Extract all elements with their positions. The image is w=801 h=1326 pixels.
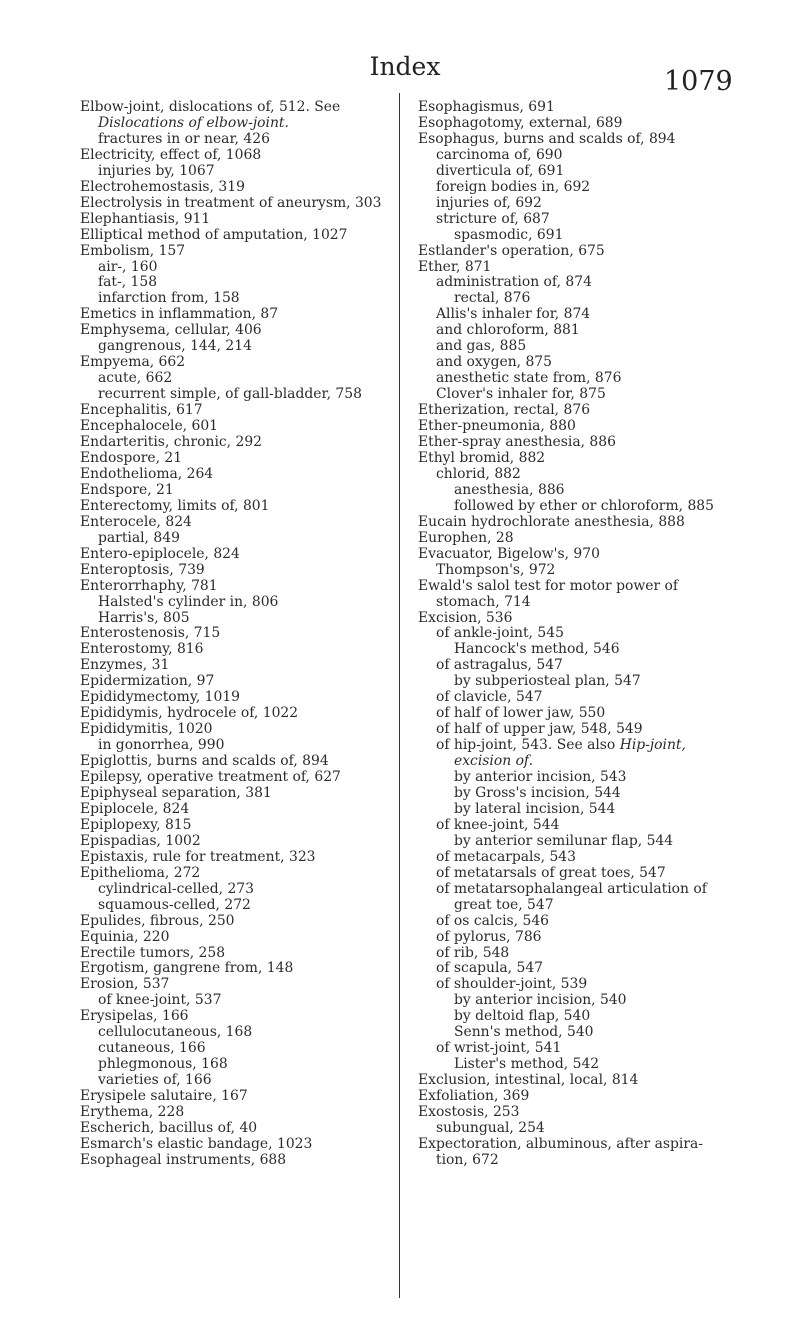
index-entry (418, 531, 746, 547)
index-subentry (80, 291, 390, 307)
entry-text: and chloroform, 881 (436, 322, 580, 339)
entry-text: by anterior incision, 540 (454, 992, 627, 1009)
entry-text: Erosion, 537 (80, 976, 170, 993)
entry-text: Estlander's operation, 675 (418, 242, 605, 259)
index-subentry (418, 674, 746, 690)
entry-text: injuries of, 692 (436, 194, 542, 211)
entry-text: Enterostomy, 816 (80, 641, 204, 658)
index-entry (80, 196, 390, 212)
entry-text: rectal, 876 (454, 290, 531, 307)
index-subentry (418, 882, 746, 898)
index-subentry (418, 291, 746, 307)
index-subentry (418, 914, 746, 930)
index-entry (418, 611, 746, 627)
index-subentry (418, 690, 746, 706)
index-subentry (418, 467, 746, 483)
entry-text: Epispadias, 1002 (80, 832, 201, 849)
entry-text: of wrist-joint, 541 (436, 1040, 562, 1057)
entry-text: Encephalitis, 617 (80, 402, 203, 419)
entry-text: stomach, 714 (436, 593, 531, 610)
entry-text: Epistaxis, rule for treatment, 323 (80, 848, 316, 865)
index-entry (80, 403, 390, 419)
entry-text: Enterostenosis, 715 (80, 625, 221, 642)
index-subentry (418, 212, 746, 228)
index-entry (80, 706, 390, 722)
entry-text: by Gross's incision, 544 (454, 784, 621, 801)
index-subentry (80, 882, 390, 898)
entry-text: Dislocations of elbow-joint. (98, 114, 289, 131)
column-divider (399, 93, 400, 1298)
entry-text: cutaneous, 166 (98, 1040, 206, 1057)
index-entry (80, 355, 390, 371)
entry-text: Excision, 536 (418, 609, 513, 626)
entry-text: of hip-joint, 543. See also (436, 737, 616, 754)
entry-text: Epiphyseal separation, 381 (80, 784, 272, 801)
entry-text: by subperiosteal plan, 547 (454, 673, 641, 690)
index-entry (80, 642, 390, 658)
index-subentry (80, 993, 390, 1009)
index-subentry (80, 611, 390, 627)
index-entry (80, 946, 390, 962)
index-entry (80, 212, 390, 228)
entry-text: of half of upper jaw, 548, 549 (436, 721, 643, 738)
entry-text: of ankle-joint, 545 (436, 625, 564, 642)
index-subentry (418, 802, 746, 818)
entry-text: of scapula, 547 (436, 960, 544, 977)
index-subentry (418, 499, 746, 515)
entry-text: Esophagus, burns and scalds of, 894 (418, 130, 676, 147)
entry-text: Elephantiasis, 911 (80, 210, 211, 227)
index-entry (80, 483, 390, 499)
index-entry (418, 515, 746, 531)
entry-text: by anterior semilunar flap, 544 (454, 832, 674, 849)
entry-text: Endothelioma, 264 (80, 465, 214, 482)
index-subentry (418, 850, 746, 866)
entry-text: Epididymectomy, 1019 (80, 689, 241, 706)
index-entry (418, 451, 746, 467)
index-entry (418, 132, 746, 148)
entry-text: Epiglottis, burns and scalds of, 894 (80, 753, 329, 770)
page-number: 1079 (664, 66, 733, 97)
index-entry (418, 403, 746, 419)
entry-text: Exclusion, intestinal, local, 814 (418, 1072, 639, 1089)
index-entry (418, 547, 746, 563)
entry-text: diverticula of, 691 (436, 162, 565, 179)
entry-text: Hancock's method, 546 (454, 641, 620, 658)
index-entry (80, 674, 390, 690)
index-subentry (418, 993, 746, 1009)
entry-text: and oxygen, 875 (436, 354, 552, 371)
index-subentry (418, 196, 746, 212)
index-entry (80, 1105, 390, 1121)
entry-text: by anterior incision, 543 (454, 769, 627, 786)
entry-text: Esophageal instruments, 688 (80, 1151, 287, 1168)
entry-text: Epidermization, 97 (80, 673, 215, 690)
entry-text: of half of lower jaw, 550 (436, 705, 606, 722)
index-subentry (418, 228, 746, 244)
entry-text: Entero-epiplocele, 824 (80, 545, 240, 562)
index-entry (80, 547, 390, 563)
entry-text: Erysipele salutaire, 167 (80, 1088, 248, 1105)
index-subentry (418, 1057, 746, 1073)
index-subentry (80, 275, 390, 291)
entry-text: squamous-celled, 272 (98, 896, 251, 913)
index-subentry (418, 946, 746, 962)
entry-text: Embolism, 157 (80, 242, 186, 259)
index-subentry (80, 132, 390, 148)
entry-text: followed by ether or chloroform, 885 (454, 497, 714, 514)
entry-text: Enteroptosis, 739 (80, 561, 205, 578)
index-entry (80, 690, 390, 706)
index-subentry (418, 754, 746, 770)
entry-text: Electricity, effect of, 1068 (80, 146, 262, 163)
entry-text: Epithelioma, 272 (80, 864, 201, 881)
index-entry (418, 244, 746, 260)
entry-text: Esophagotomy, external, 689 (418, 114, 623, 131)
entry-text: Harris's, 805 (98, 609, 190, 626)
index-subentry (80, 387, 390, 403)
entry-text: Enterocele, 824 (80, 513, 192, 530)
entry-text: administration of, 874 (436, 274, 592, 291)
index-subentry (418, 930, 746, 946)
index-subentry (80, 738, 390, 754)
index-entry (80, 228, 390, 244)
entry-text: cylindrical-celled, 273 (98, 880, 254, 897)
entry-text: and gas, 885 (436, 338, 527, 355)
entry-text: Electrolysis in treatment of aneurysm, 303 (80, 194, 382, 211)
entry-text: Emphysema, cellular, 406 (80, 322, 262, 339)
entry-text: Enterectomy, limits of, 801 (80, 497, 270, 514)
index-subentry (80, 595, 390, 611)
entry-text: Ether-pneumonia, 880 (418, 418, 576, 435)
entry-text: fractures in or near, 426 (98, 130, 270, 147)
entry-text: of clavicle, 547 (436, 689, 543, 706)
entry-text: Elbow-joint, dislocations of, 512. See (80, 99, 341, 115)
index-subentry (418, 275, 746, 291)
entry-text: air-, 160 (98, 258, 158, 275)
entry-text: Esophagismus, 691 (418, 99, 555, 115)
index-entry (80, 786, 390, 802)
index-entry (80, 914, 390, 930)
index-entry (80, 866, 390, 882)
index-subentry (418, 1025, 746, 1041)
index-subentry (80, 1057, 390, 1073)
entry-text: Exfoliation, 369 (418, 1088, 530, 1105)
index-entry (80, 818, 390, 834)
entry-text: Epiplopexy, 815 (80, 816, 192, 833)
index-entry (418, 435, 746, 451)
index-subentry (80, 898, 390, 914)
index-subentry (418, 642, 746, 658)
index-entry (80, 467, 390, 483)
index-subentry (418, 818, 746, 834)
entry-text: chlorid, 882 (436, 465, 521, 482)
index-entry (80, 658, 390, 674)
entry-text: Clover's inhaler for, 875 (436, 386, 606, 403)
entry-text: cellulocutaneous, 168 (98, 1024, 253, 1041)
index-subentry (418, 961, 746, 977)
entry-text: Enterorrhaphy, 781 (80, 577, 218, 594)
index-entry (418, 100, 746, 116)
index-subentry (80, 1025, 390, 1041)
index-entry (80, 961, 390, 977)
entry-text: Thompson's, 972 (436, 561, 556, 578)
index-entry (80, 1153, 390, 1169)
entry-text: Epididymis, hydrocele of, 1022 (80, 705, 299, 722)
index-entry (80, 244, 390, 260)
entry-text: of metatarsals of great toes, 547 (436, 864, 666, 881)
entry-text: Erysipelas, 166 (80, 1008, 189, 1025)
index-entry (80, 802, 390, 818)
entry-text: in gonorrhea, 990 (98, 737, 225, 754)
entry-text: of metacarpals, 543 (436, 848, 576, 865)
entry-text: of knee-joint, 537 (98, 992, 222, 1009)
entry-text: Electrohemostasis, 319 (80, 178, 245, 195)
index-entry (80, 626, 390, 642)
entry-text: Senn's method, 540 (454, 1024, 594, 1041)
entry-text: subungual, 254 (436, 1120, 545, 1136)
entry-text: Emetics in inflammation, 87 (80, 306, 279, 323)
entry-text: of rib, 548 (436, 944, 510, 961)
entry-text: Etherization, rectal, 876 (418, 402, 591, 419)
entry-text: of os calcis, 546 (436, 912, 550, 929)
entry-text: acute, 662 (98, 370, 173, 387)
index-subentry (418, 180, 746, 196)
index-entry (80, 1137, 390, 1153)
index-subentry (80, 116, 390, 132)
entry-text: spasmodic, 691 (454, 226, 564, 243)
entry-text: infarction from, 158 (98, 290, 240, 307)
index-subentry (80, 531, 390, 547)
index-subentry (418, 595, 746, 611)
index-entry (80, 850, 390, 866)
entry-text: foreign bodies in, 692 (436, 178, 591, 195)
index-entry (80, 180, 390, 196)
entry-text: Endspore, 21 (80, 481, 174, 498)
entry-text: Erectile tumors, 258 (80, 944, 226, 961)
index-subentry (80, 1073, 390, 1089)
index-subentry (418, 1041, 746, 1057)
index-entry (80, 1121, 390, 1137)
entry-text: Europhen, 28 (418, 529, 514, 546)
index-entry (80, 1089, 390, 1105)
index-subentry (418, 1153, 746, 1169)
index-subentry (418, 355, 746, 371)
entry-text: Lister's method, 542 (454, 1056, 600, 1073)
index-entry (80, 307, 390, 323)
entry-text: Empyema, 662 (80, 354, 186, 371)
entry-text: Epididymitis, 1020 (80, 721, 213, 738)
index-entry (418, 579, 746, 595)
entry-text: Epiplocele, 824 (80, 800, 190, 817)
index-entry (80, 515, 390, 531)
index-subentry (418, 658, 746, 674)
entry-text: Ether, 871 (418, 258, 492, 275)
index-subentry (418, 164, 746, 180)
index-subentry (418, 738, 746, 754)
entry-text: Expectoration, albuminous, after aspira- (418, 1135, 703, 1152)
entry-text: by lateral incision, 544 (454, 800, 616, 817)
index-subentry (418, 323, 746, 339)
index-subentry (418, 563, 746, 579)
index-entry (80, 754, 390, 770)
index-subentry (418, 148, 746, 164)
index-entry (418, 116, 746, 132)
entry-text: Ethyl bromid, 882 (418, 449, 546, 466)
index-entry (418, 1137, 746, 1153)
index-entry (80, 1009, 390, 1025)
entry-text: anesthesia, 886 (454, 481, 565, 498)
index-subentry (418, 722, 746, 738)
index-subentry (80, 1041, 390, 1057)
index-entry (80, 100, 390, 116)
entry-text: Ether-spray anesthesia, 886 (418, 434, 616, 451)
entry-text: Exostosis, 253 (418, 1104, 520, 1121)
index-subentry (418, 834, 746, 850)
index-column-left (80, 100, 390, 1169)
index-subentry (80, 339, 390, 355)
index-column-right (418, 100, 746, 1169)
index-entry (80, 435, 390, 451)
index-entry (418, 1105, 746, 1121)
index-subentry (418, 898, 746, 914)
entry-text: Endospore, 21 (80, 449, 183, 466)
entry-text: of metatarsophalangeal articulation of (436, 880, 707, 897)
index-subentry (418, 339, 746, 355)
index-subentry (418, 626, 746, 642)
entry-text: Elliptical method of amputation, 1027 (80, 226, 348, 243)
entry-crossref: Hip-joint, (619, 737, 686, 754)
index-entry (80, 930, 390, 946)
entry-text: stricture of, 687 (436, 210, 550, 227)
index-entry (80, 722, 390, 738)
entry-text: varieties of, 166 (98, 1072, 212, 1089)
index-entry (80, 977, 390, 993)
index-subentry (80, 164, 390, 180)
index-entry (80, 834, 390, 850)
index-entry (80, 579, 390, 595)
entry-text: great toe, 547 (454, 896, 554, 913)
index-entry (418, 1089, 746, 1105)
index-subentry (80, 260, 390, 276)
entry-text: Ergotism, gangrene from, 148 (80, 960, 294, 977)
entry-text: of shoulder-joint, 539 (436, 976, 588, 993)
index-subentry (418, 770, 746, 786)
entry-text: phlegmonous, 168 (98, 1056, 228, 1073)
entry-text: of knee-joint, 544 (436, 816, 560, 833)
entry-text: Allis's inhaler for, 874 (436, 306, 591, 323)
index-subentry (418, 1009, 746, 1025)
index-subentry (80, 371, 390, 387)
entry-text: injuries by, 1067 (98, 162, 215, 179)
index-entry (80, 451, 390, 467)
index-subentry (418, 786, 746, 802)
page-title: Index (369, 52, 441, 81)
index-entry (80, 499, 390, 515)
entry-text: gangrenous, 144, 214 (98, 338, 252, 355)
entry-text: Escherich, bacillus of, 40 (80, 1120, 258, 1136)
index-entry (80, 770, 390, 786)
entry-text: Ewald's salol test for motor power of (418, 577, 679, 594)
index-entry (418, 260, 746, 276)
index-subentry (418, 387, 746, 403)
entry-text: Epilepsy, operative treatment of, 627 (80, 769, 341, 786)
index-subentry (418, 977, 746, 993)
entry-text: carcinoma of, 690 (436, 146, 563, 163)
entry-text: Halsted's cylinder in, 806 (98, 593, 279, 610)
entry-text: Eucain hydrochlorate anesthesia, 888 (418, 513, 685, 530)
index-subentry (418, 866, 746, 882)
entry-text: Esmarch's elastic bandage, 1023 (80, 1135, 313, 1152)
entry-text: fat-, 158 (98, 274, 158, 291)
entry-text: Epulides, fibrous, 250 (80, 912, 235, 929)
index-subentry (418, 371, 746, 387)
entry-text: excision of. (454, 753, 533, 770)
entry-text: Endarteritis, chronic, 292 (80, 434, 263, 451)
entry-text: Encephalocele, 601 (80, 418, 219, 435)
entry-text: Evacuator, Bigelow's, 970 (418, 545, 600, 562)
entry-text: Erythema, 228 (80, 1104, 185, 1121)
index-entry (418, 419, 746, 435)
entry-text: tion, 672 (436, 1151, 499, 1168)
entry-text: Enzymes, 31 (80, 657, 170, 674)
index-subentry (418, 307, 746, 323)
index-entry (80, 563, 390, 579)
index-entry (80, 323, 390, 339)
entry-text: of pylorus, 786 (436, 928, 542, 945)
entry-text: anesthetic state from, 876 (436, 370, 622, 387)
entry-text: recurrent simple, of gall-bladder, 758 (98, 386, 362, 403)
entry-text: Equinia, 220 (80, 928, 170, 945)
entry-text: partial, 849 (98, 529, 180, 546)
index-entry (80, 148, 390, 164)
index-entry (418, 1073, 746, 1089)
entry-text: of astragalus, 547 (436, 657, 563, 674)
index-subentry (418, 1121, 746, 1137)
index-entry (80, 419, 390, 435)
index-subentry (418, 706, 746, 722)
index-subentry (418, 483, 746, 499)
entry-text: by deltoid flap, 540 (454, 1008, 591, 1025)
